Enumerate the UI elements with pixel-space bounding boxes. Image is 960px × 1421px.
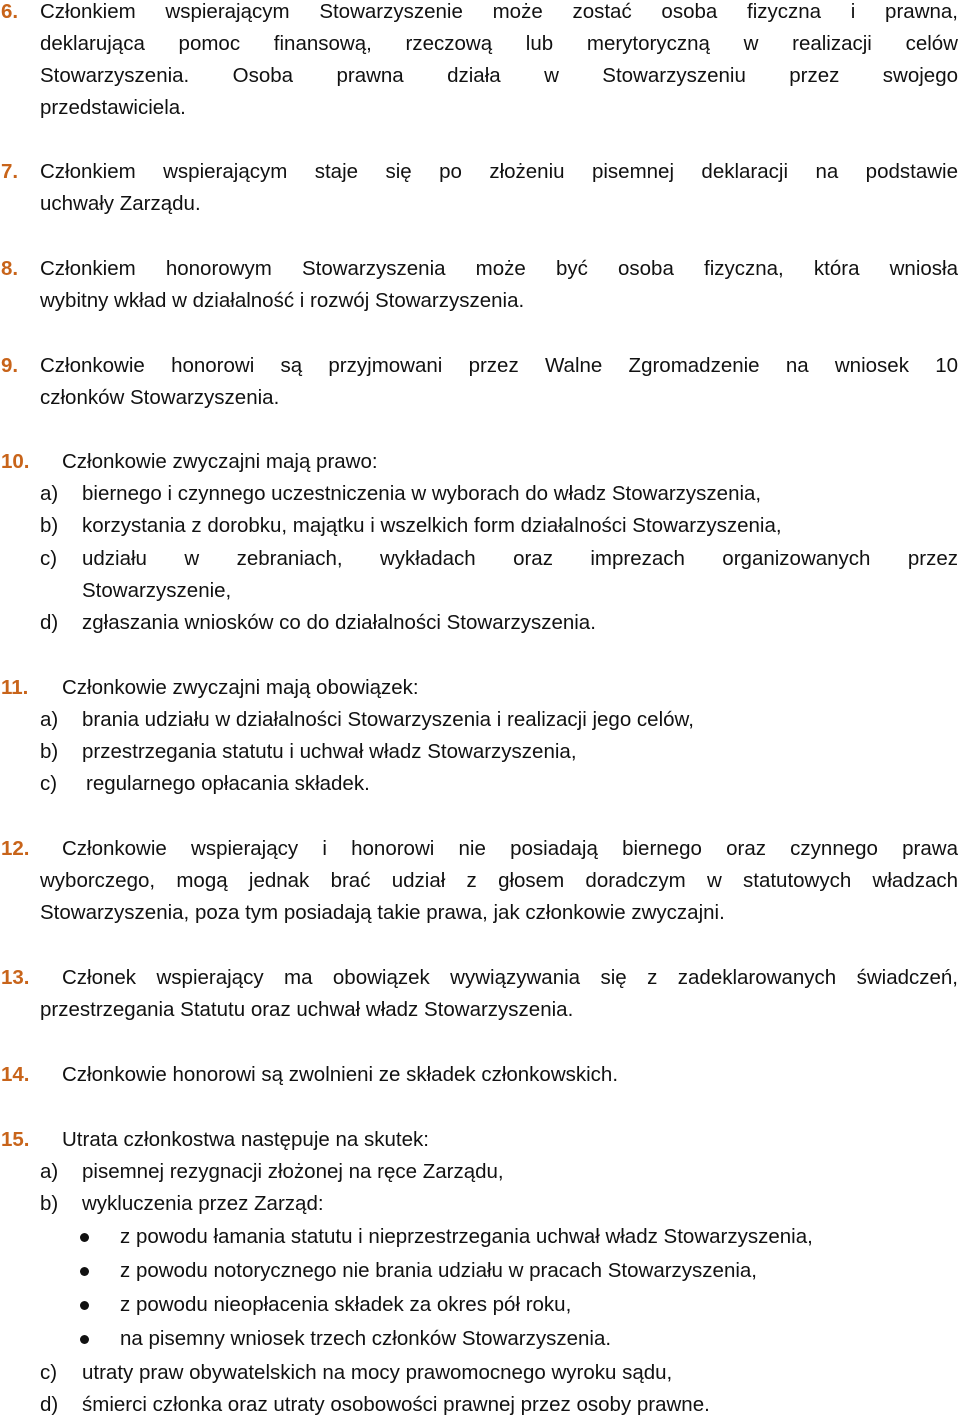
text-line: członków Stowarzyszenia. [40, 386, 280, 409]
item-marker: a) [40, 482, 59, 505]
section-number: 7. [1, 160, 19, 183]
text-line: przedstawiciela. [40, 96, 186, 119]
bullet-text: z powodu nieopłacenia składek za okres pół roku, [120, 1293, 572, 1316]
item-marker: a) [40, 1160, 59, 1183]
text-line: uchwały Zarządu. [40, 192, 201, 215]
section-number: 12. [1, 837, 30, 860]
section-number: 15. [1, 1128, 30, 1151]
bullet-text: na pisemny wniosek trzech członków Stowarzyszenia. [120, 1327, 612, 1350]
section-number: 11. [1, 676, 29, 699]
text-line: przestrzegania Statutu oraz uchwał władz Stowarzyszenia. [40, 998, 574, 1021]
list-item: przestrzegania statutu i uchwał władz Stowarzyszenia, [82, 740, 577, 763]
text-line: Członkiem honorowym Stowarzyszenia może być osoba fizyczna, która wniosła [40, 257, 958, 280]
text-line: deklarująca pomoc finansową, rzeczową lub merytoryczną w realizacji celów [40, 32, 958, 55]
item-marker: c) [40, 772, 58, 795]
bullet-text: z powodu notorycznego nie brania udziału w pracach Stowarzyszenia, [120, 1259, 758, 1282]
text-line: Stowarzyszenia. Osoba prawna działa w Stowarzyszeniu przez swojego [40, 64, 958, 87]
text-line: wybitny wkład w działalność i rozwój Stowarzyszenia. [40, 289, 525, 312]
bullet-item [0, 1289, 960, 1321]
text-line: Członkowie wspierający i honorowi nie posiadają biernego oraz czynnego prawa [62, 837, 958, 860]
text-line: Członek wspierający ma obowiązek wywiązywania się z zadeklarowanych świadczeń, [62, 966, 958, 989]
list-item: brania udziału w działalności Stowarzyszenia i realizacji jego celów, [82, 708, 694, 731]
list-item: pisemnej rezygnacji złożonej na ręce Zarządu, [82, 1160, 504, 1183]
section-number: 9. [1, 354, 19, 377]
item-marker: c) [40, 547, 58, 570]
text-line: Członkiem wspierającym Stowarzyszenie może zostać osoba fizyczna i prawna, [40, 0, 958, 23]
list-item: zgłaszania wniosków co do działalności Stowarzyszenia. [82, 611, 596, 634]
bullet-item [0, 1255, 960, 1287]
section-number: 8. [1, 257, 19, 280]
bullet-icon [80, 1233, 89, 1242]
section-number: 10. [1, 450, 30, 473]
text-line: Członkowie zwyczajni mają obowiązek: [62, 676, 419, 699]
list-item: śmierci członka oraz utraty osobowości prawnej przez osoby prawne. [82, 1393, 710, 1416]
list-item: Stowarzyszenie, [82, 579, 232, 602]
list-item: utraty praw obywatelskich na mocy prawomocnego wyroku sądu, [82, 1361, 673, 1384]
item-marker: a) [40, 708, 59, 731]
item-marker: c) [40, 1361, 58, 1384]
list-item: wykluczenia przez Zarząd: [82, 1192, 324, 1215]
text-line: wyborczego, mogą jednak brać udział z głosem doradczym w statutowych władzach [40, 869, 958, 892]
list-item: biernego i czynnego uczestniczenia w wyborach do władz Stowarzyszenia, [82, 482, 762, 505]
section-number: 13. [1, 966, 30, 989]
text-line: Członkowie zwyczajni mają prawo: [62, 450, 378, 473]
bullet-icon [80, 1301, 89, 1310]
item-marker: b) [40, 740, 59, 763]
item-marker: b) [40, 1192, 59, 1215]
item-marker: d) [40, 1393, 59, 1416]
bullet-item [0, 1221, 960, 1253]
text-line: Stowarzyszenia, poza tym posiadają takie prawa, jak członkowie zwyczajni. [40, 901, 725, 924]
bullet-icon [80, 1335, 89, 1344]
text-line: Utrata członkostwa następuje na skutek: [62, 1128, 429, 1151]
text-line: Członkiem wspierającym staje się po złożeniu pisemnej deklaracji na podstawie [40, 160, 958, 183]
text-line: Członkowie honorowi są przyjmowani przez Walne Zgromadzenie na wniosek 10 [40, 354, 958, 377]
bullet-item [0, 1323, 960, 1355]
item-marker: b) [40, 514, 59, 537]
list-item: udziału w zebraniach, wykładach oraz imprezach organizowanych przez [82, 547, 958, 570]
text-line: Członkowie honorowi są zwolnieni ze składek członkowskich. [62, 1063, 619, 1086]
list-item: regularnego opłacania składek. [86, 772, 370, 795]
section-number: 6. [1, 0, 19, 23]
bullet-text: z powodu łamania statutu i nieprzestrzegania uchwał władz Stowarzyszenia, [120, 1225, 813, 1248]
bullet-icon [80, 1267, 89, 1276]
list-item: korzystania z dorobku, majątku i wszelkich form działalności Stowarzyszenia, [82, 514, 782, 537]
item-marker: d) [40, 611, 59, 634]
section-number: 14. [1, 1063, 30, 1086]
